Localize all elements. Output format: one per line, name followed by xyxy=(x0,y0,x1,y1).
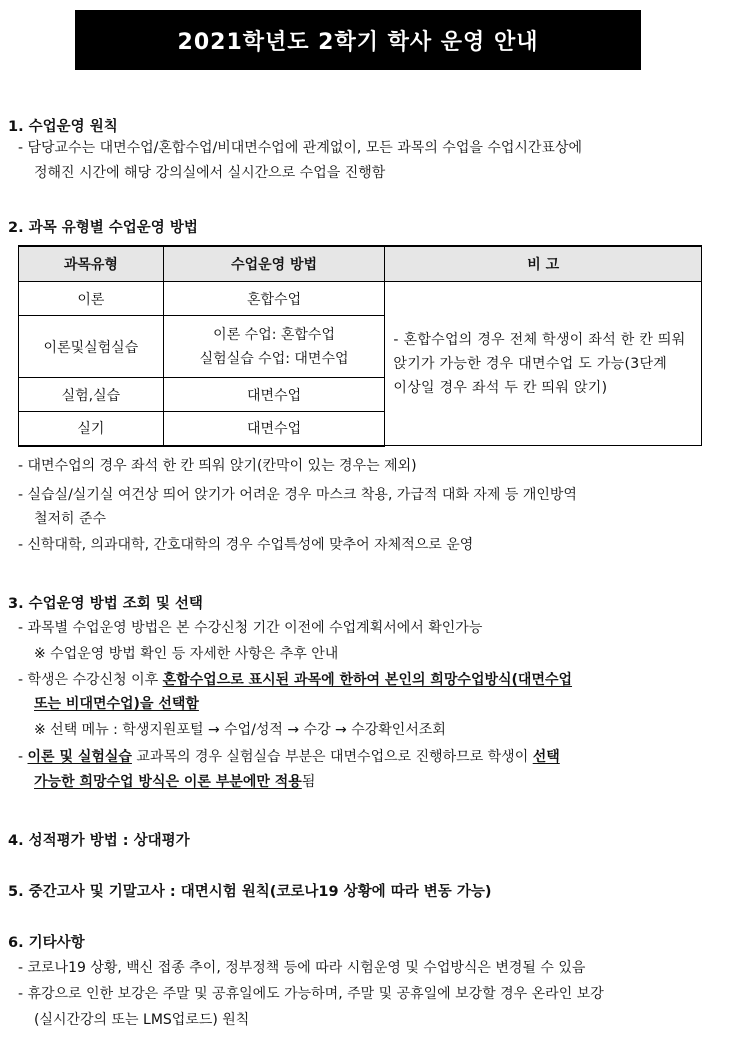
section-5-heading: 5. 중간고사 및 기말고사 : 대면시험 원칙(코로나19 상황에 따라 변동 가능) xyxy=(8,884,492,900)
section-3-line-1: - 과목별 수업운영 방법은 본 수강신청 기간 이전에 수업계획서에서 확인가능 xyxy=(18,620,483,636)
header-note: 비 고 xyxy=(385,246,702,282)
row-4-type: 실기 xyxy=(19,412,164,446)
section-3-line-6-prefix: - xyxy=(18,749,28,765)
section-2-note-3: 철저히 준수 xyxy=(34,511,107,527)
section-1-line-2: 정해진 시간에 해당 강의실에서 실시간으로 수업을 진행함 xyxy=(34,165,386,181)
row-1-type: 이론 xyxy=(19,282,164,316)
section-3-line-3 xyxy=(18,670,718,690)
section-1-heading: 1. 수업운영 원칙 xyxy=(8,119,118,135)
section-3-line-3-prefix: - 학생은 수강신청 이후 xyxy=(18,672,163,688)
row-1-method: 혼합수업 xyxy=(163,282,385,316)
section-3-line-6-emphasis-2: 선택 xyxy=(532,749,560,765)
row-2-method-line-1: 이론 수업: 혼합수업 xyxy=(213,326,335,343)
row-2-method xyxy=(163,316,385,378)
section-2-note-1: - 대면수업의 경우 좌석 한 칸 띄워 앉기(칸막이 있는 경우는 제외) xyxy=(18,458,417,474)
page-title: 2021학년도 2학기 학사 운영 안내 xyxy=(75,10,641,70)
section-3-line-7-emphasis: 가능한 희망수업 방식은 이론 부분에만 적용 xyxy=(34,774,302,790)
section-3-line-3-emphasis: 혼합수업으로 표시된 과목에 한하여 본인의 희망수업방식(대면수업 xyxy=(162,672,573,688)
section-3-line-5: ※ 선택 메뉴 : 학생지원포털 → 수업/성적 → 수강 → 수강확인서조회 xyxy=(34,722,446,738)
row-3-method: 대면수업 xyxy=(163,378,385,412)
section-2-note-4: - 신학대학, 의과대학, 간호대학의 경우 수업특성에 맞추어 자체적으로 운영 xyxy=(18,537,474,553)
section-4-heading: 4. 성적평가 방법 : 상대평가 xyxy=(8,833,190,849)
course-type-table xyxy=(18,245,702,447)
section-3-line-4-emphasis: 또는 비대면수업)을 선택함 xyxy=(34,696,199,712)
section-3-line-7-suffix: 됨 xyxy=(301,774,316,790)
section-2-heading: 2. 과목 유형별 수업운영 방법 xyxy=(8,220,198,236)
section-1-line-1: - 담당교수는 대면수업/혼합수업/비대면수업에 관계없이, 모든 과목의 수업을 수업시간표상에 xyxy=(18,140,582,156)
header-course-type: 과목유형 xyxy=(19,246,164,282)
section-3-line-2: ※ 수업운영 방법 확인 등 자세한 사항은 추후 안내 xyxy=(34,646,339,662)
section-6-heading: 6. 기타사항 xyxy=(8,935,85,951)
section-3-line-6-emphasis-1: 이론 및 실험실습 xyxy=(27,749,132,765)
row-2-method-line-2: 실험실습 수업: 대면수업 xyxy=(199,350,349,367)
section-3-line-4 xyxy=(34,694,734,714)
section-3-heading: 3. 수업운영 방법 조회 및 선택 xyxy=(8,596,203,612)
section-3-line-6 xyxy=(18,747,718,767)
section-2-note-2: - 실습실/실기실 여건상 띄어 앉기가 어려운 경우 마스크 착용, 가급적 대화 자제 등 개인방역 xyxy=(18,487,577,503)
section-6-line-1: - 코로나19 상황, 백신 접종 추이, 정부정책 등에 따라 시험운영 및 수업방식은 변경될 수 있음 xyxy=(18,960,586,976)
section-6-line-2: - 휴강으로 인한 보강은 주말 및 공휴일에도 가능하며, 주말 및 공휴일에 보강할 경우 온라인 보강 xyxy=(18,986,604,1002)
header-method: 수업운영 방법 xyxy=(163,246,385,282)
section-3-line-6-mid: 교과목의 경우 실험실습 부분은 대면수업으로 진행하므로 학생이 xyxy=(131,749,533,765)
row-3-type: 실험,실습 xyxy=(19,378,164,412)
table-note: - 혼합수업의 경우 전체 학생이 좌석 한 칸 띄워 앉기가 가능한 경우 대면수업 도 가능(3단계 이상일 경우 좌석 두 칸 띄워 앉기) xyxy=(385,282,702,446)
row-4-method: 대면수업 xyxy=(163,412,385,446)
row-2-type: 이론및실험실습 xyxy=(19,316,164,378)
section-6-line-3: (실시간강의 또는 LMS업로드) 원칙 xyxy=(34,1012,250,1028)
section-3-line-7 xyxy=(34,772,734,792)
